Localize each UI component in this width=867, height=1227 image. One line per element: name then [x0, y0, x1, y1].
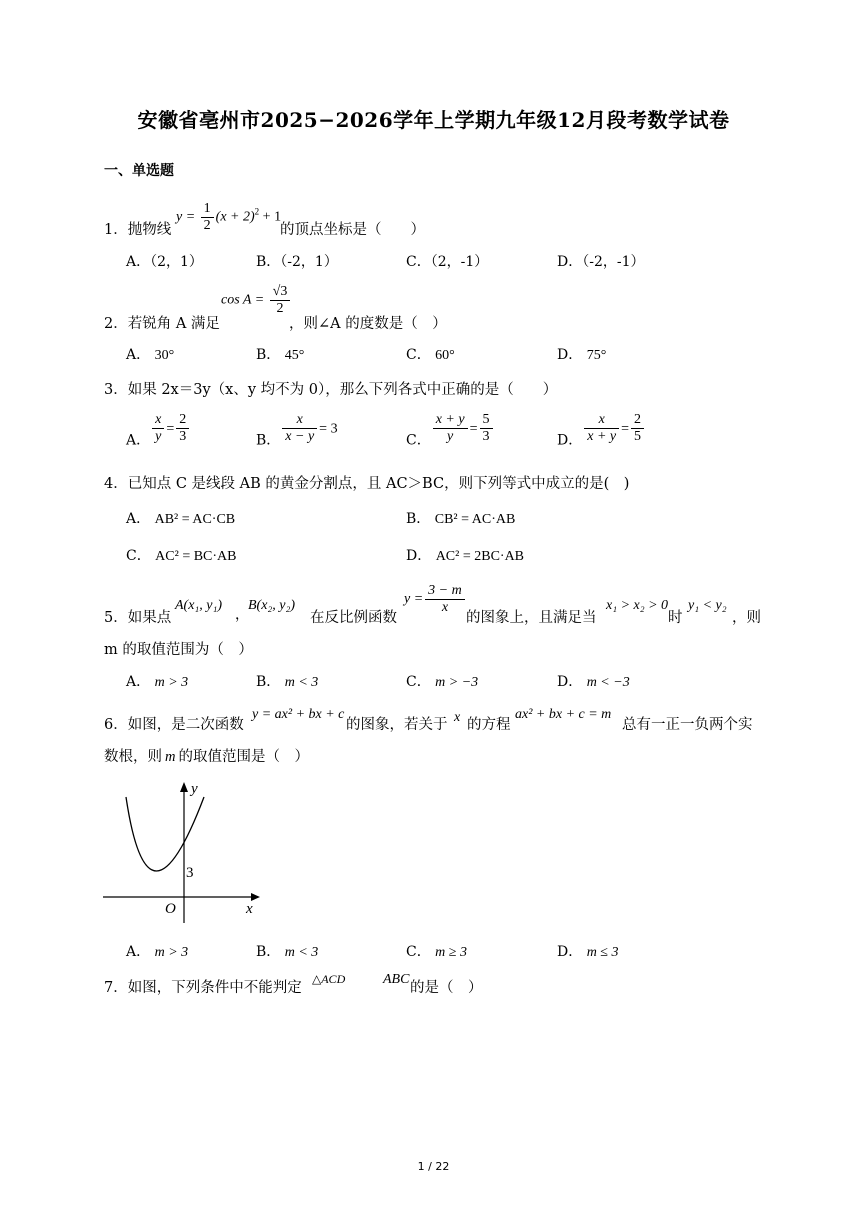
q6-option-d: D． m ≤ 3 [557, 944, 619, 960]
q1-text-post: 的顶点坐标是（ ） [280, 222, 425, 238]
q2-text-post: ，则∠A 的度数是（ ） [289, 316, 447, 332]
q7-triangle: △ACD [312, 972, 346, 986]
question-7: 7．如图，下列条件中不能判定 [104, 980, 302, 996]
q5-point-b: B(x₂, y₂) [248, 598, 296, 613]
x-axis-arrow [251, 893, 260, 901]
q2-option-c: C． 60° [406, 347, 455, 363]
parabola-curve [126, 797, 204, 871]
page-title: 安徽省亳州市2025−2026学年上学期九年级12月段考数学试卷 [137, 108, 730, 132]
x-axis-label: x [246, 901, 253, 917]
y-intercept-label: 3 [186, 865, 194, 881]
y-axis-label: y [191, 781, 198, 797]
q5-option-c: C． m > −3 [406, 674, 479, 690]
q6-parabola-graph [100, 775, 270, 925]
q1-formula: y = $\frac{1}{2}$ $(x + 2)^2 + 1$ [176, 201, 282, 233]
q2-option-b: B． 45° [256, 347, 305, 363]
q1-option-c: C．（2，-1） [406, 254, 489, 270]
y-axis-arrow [180, 782, 188, 792]
q5-condition-2: y₁ < y₂ [688, 598, 727, 613]
q6-option-b: B． m < 3 [256, 944, 319, 960]
section-heading: 一、单选题 [104, 163, 174, 179]
q5-option-b: B． m < 3 [256, 674, 319, 690]
q4-option-b: B． CB² = AC·AB [406, 511, 516, 527]
q4-option-d: D． AC² = 2BC·AB [406, 548, 525, 564]
q5-function: y = $\frac{3 - m}{x}$ [404, 583, 467, 616]
q3-option-a: A． $\frac{x}{y}$ = $\frac{2}{3}$ [126, 412, 191, 450]
question-6: 6．如图，是二次函数 [104, 717, 244, 733]
question-3: 3．如果 2x＝3y（x、y 均不为 0），那么下列各式中正确的是（ ） [104, 382, 558, 398]
q6-option-c: C． m ≥ 3 [406, 944, 467, 960]
q7-abc: ABC [383, 972, 410, 987]
q1-text-pre: 抛物线 [127, 222, 172, 238]
q2-number: 2． [104, 316, 128, 332]
question-5: 5．如果点 [104, 610, 172, 626]
q5-option-a: A． m > 3 [126, 674, 189, 690]
q6-equation: ax² + bx + c = m [515, 707, 612, 722]
q5-option-d: D． m < −3 [557, 674, 630, 690]
q3-option-b: B． $\frac{x}{x - y}$ = 3 [256, 412, 338, 449]
q5-condition-1: x₁ > x₂ > 0 [606, 598, 669, 613]
q6-line-2: 数根，则 m 的取值范围是（ ） [104, 749, 309, 765]
q2-option-d: D． 75° [557, 347, 607, 363]
q5-line-2: m 的取值范围为（ ） [104, 642, 253, 658]
q1-option-b: B．（-2，1） [256, 254, 338, 270]
q1-option-d: D．（-2，-1） [557, 254, 645, 270]
question-4: 4．已知点 C 是线段 AB 的黄金分割点，且 AC＞BC，则下列等式中成立的是( ) [104, 476, 630, 492]
q6-function: y = ax² + bx + c [252, 707, 345, 722]
q3-option-c: C． $\frac{x + y}{y}$ = $\frac{5}{3}$ [406, 412, 495, 450]
origin-label: O [165, 901, 176, 917]
q5-point-a: A(x₁, y₁) [175, 598, 223, 613]
q1-option-a: A．（2，1） [126, 254, 203, 270]
question-1 [104, 218, 171, 239]
q4-option-c: C． AC² = BC·AB [126, 548, 237, 564]
q6-option-a: A． m > 3 [126, 944, 189, 960]
q4-option-a: A． AB² = AC·CB [126, 511, 236, 527]
question-2 [104, 312, 220, 333]
q2-text-pre: 若锐角 A 满足 [127, 316, 220, 332]
exam-page: 安徽省亳州市2025−2026学年上学期九年级12月段考数学试卷 一、单选题 1．抛物线 y = $\frac{1}{2}$ $(x + 2)^2 + 1$ 的顶点坐标是（ ） A．（2，1） B．（-2，1） C．（2，-1） D．（-2，-1） 2．若锐角 A 满足 cos A = $\frac{√3}{2}$ ，则∠A 的度数是（ ） A． 30° B． 45° C． 60° D． 75° 3．如果 2x＝3y（x、y 均不为 0），那么下列各式中正确的是（ ） A． $\frac{x}{y}$ = $\frac{2}{3}$ B． $\frac{x}{x - y}$ = 3 C． $\frac{x + y}{y}$ = $\frac{5}{3}$ D． $\frac{x}{x + y}$ = $\frac{2}{5}$ 4．已知点 C 是线段 AB 的黄金分割点，且 AC＞BC，则下列等式中成立的是( ) A． AB² = AC·CB B． CB² = AC·AB C． AC² = BC·AB D． AC² = 2BC·AB 5．如果点 A(x₁, y₁) ， B(x₂, y₂) 在反比例函数 y = $\frac{3 - m}{x}$ 的图象上，且满足当 x₁ > x₂ > 0 时 y₁ < y₂ ，则 m 的取值范围为（ ） A． m > 3 B． m < 3 C． m > −3 D． m < −3 6．如图，是二次函数 y = ax² + bx + c 的图象，若关于 x 的方程 ax² + bx + c = m 总有一正一负两个实 数根，则 m 的取值范围是（ ） y x O 3 A． m > 3 B． m < 3 C． m ≥ 3 D． m ≤ 3 7．如图，下列条件中不能判定 △ACD ABC 的是（ ） 1 / 22 [0, 0, 867, 1227]
q1-number: 1． [104, 222, 128, 238]
q2-option-a: A． 30° [126, 347, 175, 363]
q2-formula: cos A = $\frac{√3}{2}$ [221, 284, 292, 317]
page-number: 1 / 22 [417, 1160, 450, 1173]
q3-option-d: D． $\frac{x}{x + y}$ = $\frac{2}{5}$ [557, 412, 646, 450]
